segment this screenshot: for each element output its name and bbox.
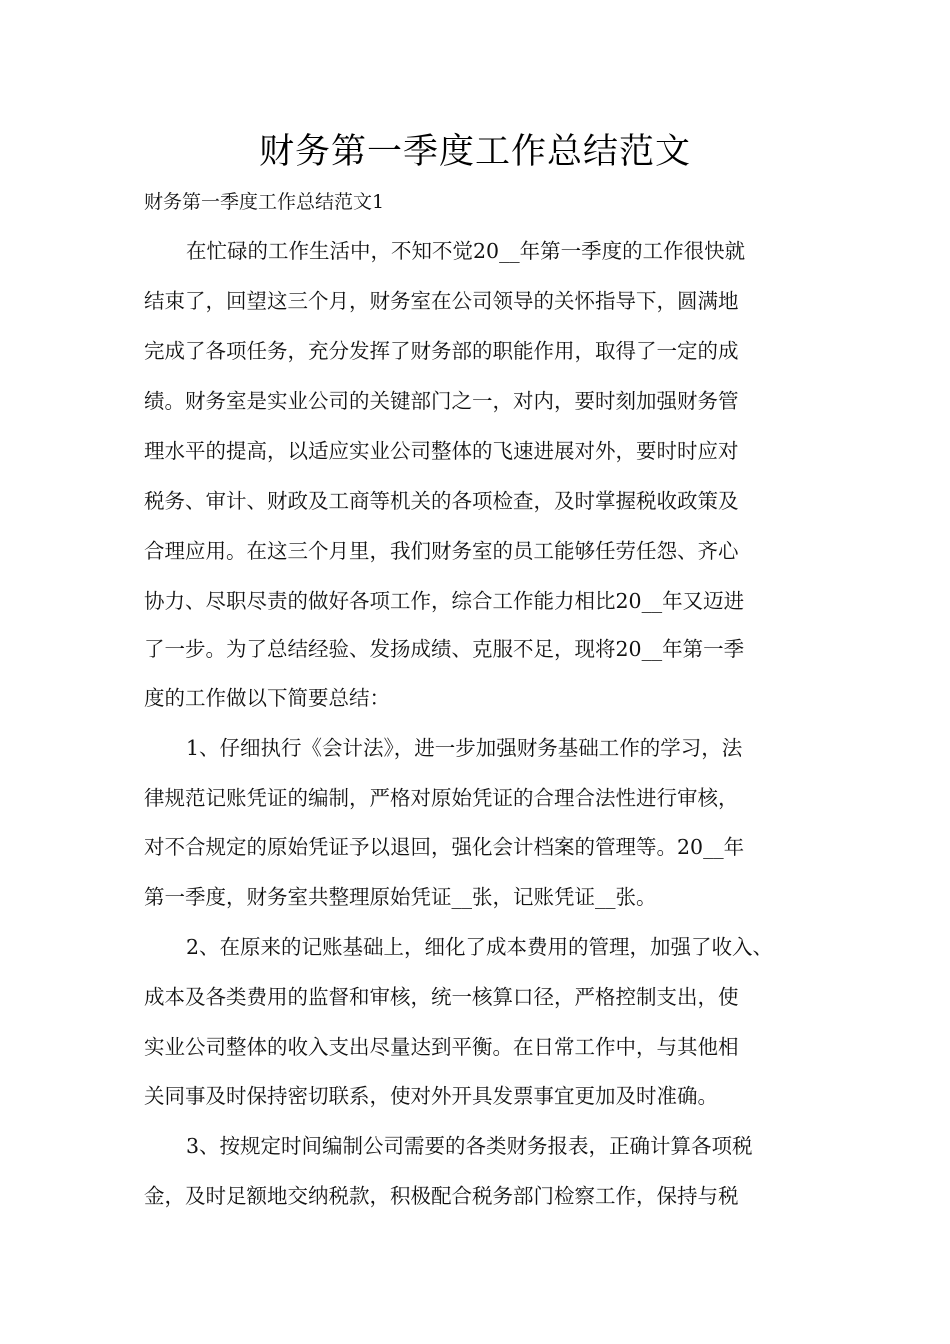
paragraph-line: 2、在原来的记账基础上，细化了成本费用的管理，加强了收入、: [186, 935, 774, 959]
paragraph-line: 1、仔细执行《会计法》，进一步加强财务基础工作的学习，法: [186, 736, 743, 760]
document-title: 财务第一季度工作总结范文: [258, 132, 691, 172]
paragraph-line: 协力、尽职尽责的做好各项工作，综合工作能力相比20__年又迈进: [144, 589, 745, 613]
paragraph-line: 度的工作做以下简要总结：: [144, 686, 390, 710]
paragraph-line: 成本及各类费用的监督和审核，统一核算口径，严格控制支出，使: [144, 985, 739, 1009]
paragraph-line: 金，及时足额地交纳税款，积极配合税务部门检察工作，保持与税: [144, 1184, 739, 1208]
paragraph-line: 关同事及时保持密切联系，使对外开具发票事宜更加及时准确。: [144, 1084, 718, 1108]
paragraph-line: 律规范记账凭证的编制，严格对原始凭证的合理合法性进行审核，: [144, 786, 739, 810]
paragraph-line: 了一步。为了总结经验、发扬成绩、克服不足，现将20__年第一季: [144, 637, 745, 661]
paragraph-line: 税务、审计、财政及工商等机关的各项检查，及时掌握税收政策及: [144, 489, 739, 513]
paragraph-line: 完成了各项任务，充分发挥了财务部的职能作用，取得了一定的成: [144, 339, 739, 363]
paragraph-line: 合理应用。在这三个月里，我们财务室的员工能够任劳任怨、齐心: [144, 539, 739, 563]
paragraph-line: 在忙碌的工作生活中，不知不觉20__年第一季度的工作很快就: [186, 239, 746, 263]
paragraph-line: 对不合规定的原始凭证予以退回，强化会计档案的管理等。20__年: [144, 835, 745, 859]
paragraph-line: 第一季度，财务室共整理原始凭证__张，记账凭证__张。: [144, 885, 657, 909]
document-subtitle: 财务第一季度工作总结范文1: [144, 191, 385, 213]
paragraph-line: 3、按规定时间编制公司需要的各类财务报表，正确计算各项税: [186, 1134, 753, 1158]
paragraph-line: 绩。财务室是实业公司的关键部门之一，对内，要时刻加强财务管: [144, 389, 739, 413]
paragraph-line: 结束了，回望这三个月，财务室在公司领导的关怀指导下，圆满地: [144, 289, 739, 313]
paragraph-line: 理水平的提高，以适应实业公司整体的飞速进展对外，要时时应对: [144, 439, 739, 463]
paragraph-line: 实业公司整体的收入支出尽量达到平衡。在日常工作中，与其他相: [144, 1035, 739, 1059]
